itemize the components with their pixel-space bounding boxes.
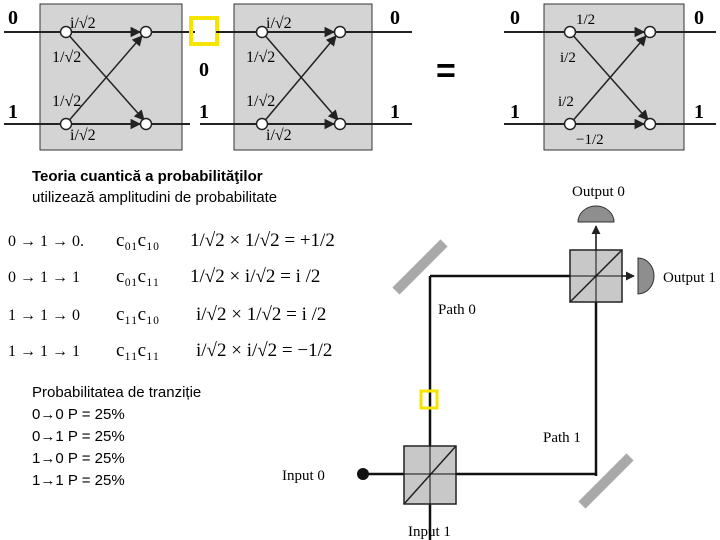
box2-amp-bottom: i/√2	[266, 127, 292, 144]
transition-path-3: 1 → 1 → 0	[8, 307, 80, 324]
gate-box-2	[200, 4, 412, 150]
probability-row-3: 1→0 P = 25%	[32, 450, 125, 467]
probability-title: Probabilitatea de tranziție	[32, 384, 202, 401]
probability-block	[32, 382, 201, 492]
box1-input-top-label: 0	[8, 7, 18, 29]
heading-subtitle: utilizează amplitudini de probabilitate	[32, 189, 278, 206]
transition-table	[8, 230, 335, 361]
probability-row-2: 0→1 P = 25%	[32, 428, 125, 445]
box3-output-bottom-label: 1	[694, 101, 704, 123]
middle-top-label: 0	[199, 59, 209, 81]
box1-amp-top: i/√2	[70, 15, 96, 32]
label-output-1: Output 1	[663, 270, 716, 286]
transition-coeffs-4: c₁₁c₁₁	[116, 340, 160, 361]
transition-path-1: 0 → 1 → 0.	[8, 233, 84, 250]
transition-coeffs-2: c₀₁c₁₁	[116, 266, 160, 287]
interferometer	[357, 206, 654, 540]
box3-input-top-label: 0	[510, 7, 520, 29]
beam-splitter-bottom	[404, 446, 456, 504]
transition-coeffs-3: c₁₁c₁₀	[116, 304, 160, 325]
photon-source-dot	[357, 468, 369, 480]
mirror-bottom-right	[578, 453, 633, 508]
box3-amp-top: 1/2	[576, 12, 596, 28]
box1-amp-left-top: 1/√2	[52, 49, 82, 66]
label-input-1: Input 1	[408, 524, 451, 540]
box2-amp-left-top: 1/√2	[246, 49, 276, 66]
transition-calc-2: 1/√2 × i/√2 = i /2	[190, 266, 321, 287]
gate-box-1	[4, 4, 195, 150]
box1-amp-left-bottom: 1/√2	[52, 93, 82, 110]
box3-amp-left-top: i/2	[560, 50, 576, 66]
box1-input-bottom-label: 1	[8, 101, 18, 123]
box3-input-bottom-label: 1	[510, 101, 520, 123]
box3-amp-left-bottom: i/2	[558, 94, 574, 110]
box2-output-top-label: 0	[390, 7, 400, 29]
transition-calc-1: 1/√2 × 1/√2 = +1/2	[190, 230, 335, 251]
transition-path-4: 1 → 1 → 1	[8, 343, 80, 360]
detector-output-1	[638, 258, 654, 294]
box1-amp-bottom: i/√2	[70, 127, 96, 144]
transition-path-2: 0 → 1 → 1	[8, 269, 80, 286]
label-input-0: Input 0	[282, 468, 325, 484]
label-output-0: Output 0	[572, 184, 625, 200]
label-path-1: Path 1	[543, 430, 581, 446]
detector-output-0	[578, 206, 614, 222]
transition-calc-4: i/√2 × i/√2 = −1/2	[196, 340, 333, 361]
middle-bottom-label: 1	[199, 101, 209, 123]
probability-row-4: 1→1 P = 25%	[32, 472, 125, 489]
box3-output-top-label: 0	[694, 7, 704, 29]
transition-coeffs-1: c₀₁c₁₀	[116, 230, 160, 251]
heading	[32, 166, 277, 208]
box2-output-bottom-label: 1	[390, 101, 400, 123]
box3-amp-bottom: −1/2	[576, 132, 604, 148]
equals-sign: =	[436, 52, 456, 90]
label-path-0: Path 0	[438, 302, 476, 318]
box2-amp-top: i/√2	[266, 15, 292, 32]
transition-calc-3: i/√2 × 1/√2 = i /2	[196, 304, 327, 325]
heading-bold: Teoria cuantică a probabilităţilor	[32, 168, 263, 185]
probability-row-1: 0→0 P = 25%	[32, 406, 125, 423]
mirror-top-left	[392, 239, 447, 294]
gate-box-3	[504, 4, 716, 150]
beam-splitter-top	[570, 250, 622, 302]
box2-amp-left-bottom: 1/√2	[246, 93, 276, 110]
